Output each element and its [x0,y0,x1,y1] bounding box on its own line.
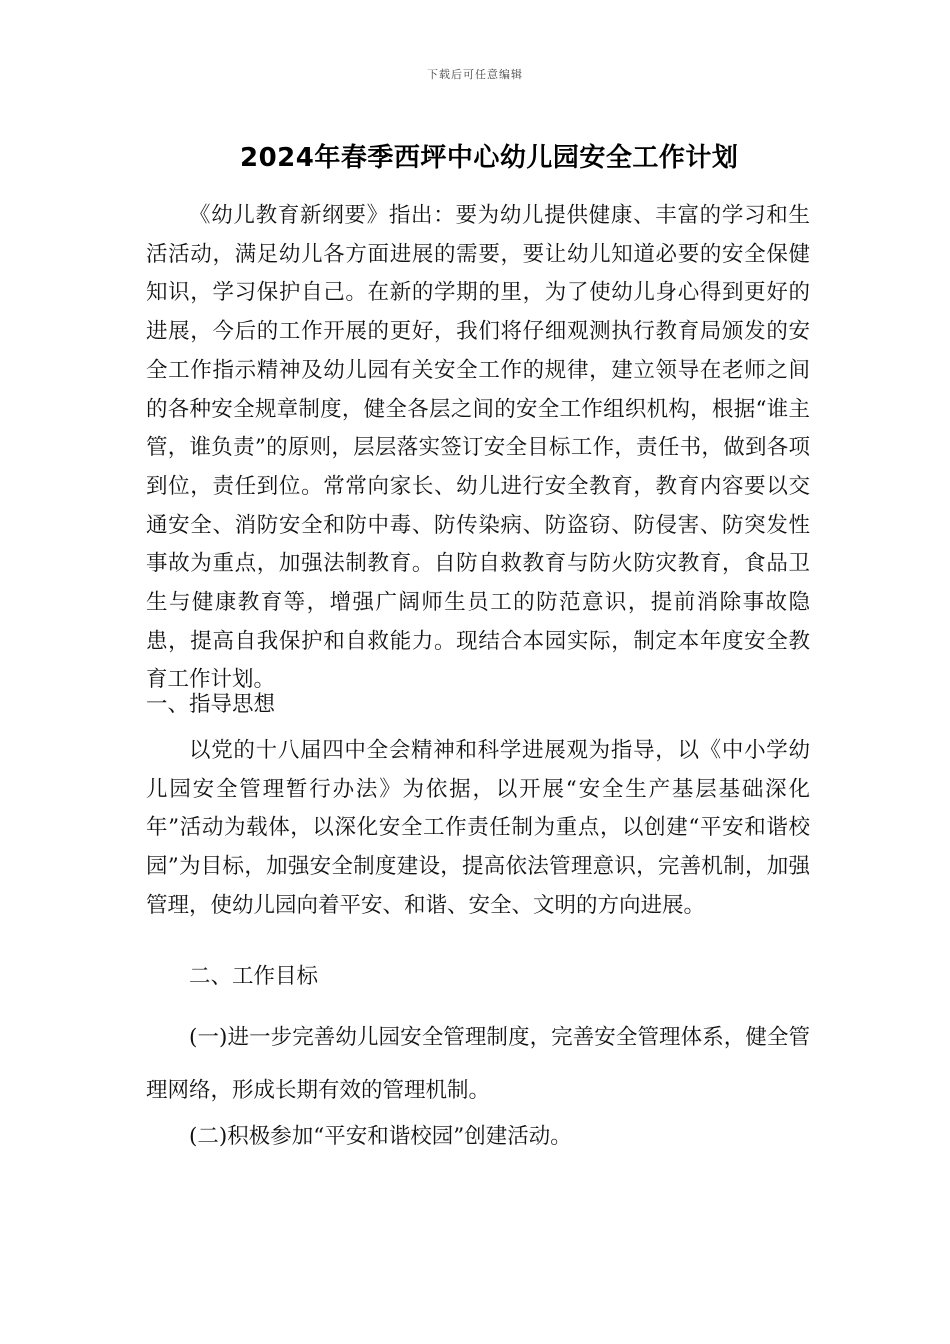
section-heading-work-goals: 二、工作目标 [189,964,319,989]
goal-item-1: (一)进一步完善幼儿园安全管理制度，完善安全管理体系，健全管理网络，形成长期有效的管理机制。 [146,1025,810,1103]
intro-paragraph: 《幼儿教育新纲要》指出：要为幼儿提供健康、丰富的学习和生活活动，满足幼儿各方面进展的需要，要让幼儿知道必要的安全保健知识，学习保护自己。在新的学期的里，为了使幼儿身心得到更好的进展，今后的工作开展的更好，我们将仔细观测执行教育局颁发的安全工作指示精神及幼儿园有关安全工作的规律，建立领导在老师之间的各种安全规章制度，健全各层之间的安全工作组织机构，根据“谁主管，谁负责”的原则，层层落实签订安全目标工作，责任书，做到各项到位，责任到位。常常向家长、幼儿进行安全教育，教育内容要以交通安全、消防安全和防中毒、防传染病、防盗窃、防侵害、防突发性事故为重点，加强法制教育。自防自救教育与防火防灾教育，食品卫生与健康教育等，增强广阔师生员工的防范意识，提前消除事故隐患，提高自我保护和自救能力。现结合本园实际，制定本年度安全教育工作计划。 [146,203,810,693]
section-heading-guiding-thought: 一、指导思想 [146,692,276,717]
download-note: 下载后可任意编辑 [427,68,523,81]
guiding-thought-paragraph: 以党的十八届四中全会精神和科学进展观为指导，以《中小学幼儿园安全管理暂行办法》为依据，以开展“安全生产基层基础深化年”活动为载体，以深化安全工作责任制为重点，以创建“平安和谐校园”为目标，加强安全制度建设，提高依法管理意识，完善机制，加强管理，使幼儿园向着平安、和谐、安全、文明的方向进展。 [146,738,810,918]
goal-item-2: (二)积极参加“平安和谐校园”创建活动。 [189,1124,572,1149]
document-title: 2024年春季西坪中心幼儿园安全工作计划 [240,143,739,173]
